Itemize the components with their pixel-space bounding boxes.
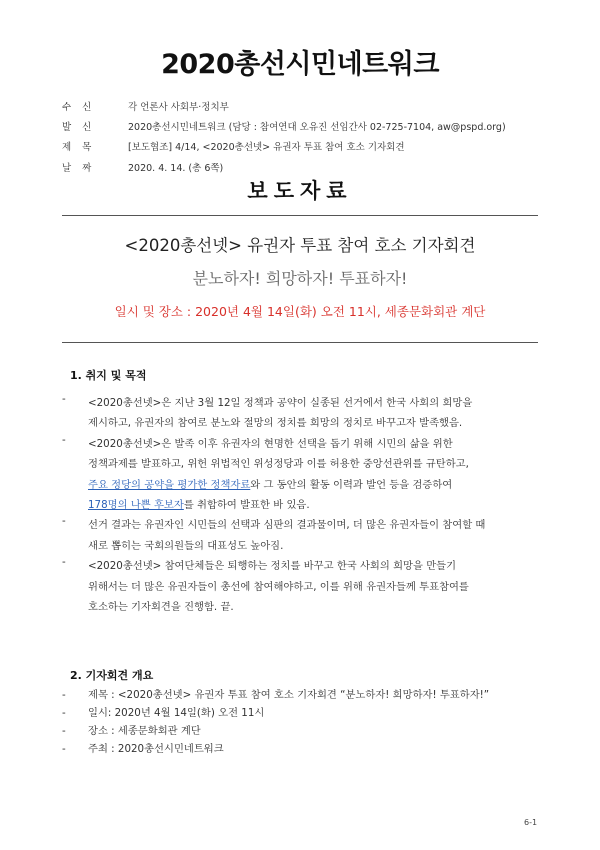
text-line: 선거 결과는 유권자인 시민들의 선택과 심판의 결과물이며, 더 많은 유권자들이 참여할 때 bbox=[88, 519, 486, 532]
page-number: 6-1 bbox=[524, 818, 538, 827]
section-2-list bbox=[62, 686, 542, 758]
bullet-dash: - bbox=[62, 393, 66, 405]
meta-value: 각 언론사 사회부·정치부 bbox=[128, 102, 229, 114]
meta-label: 제목 bbox=[62, 142, 103, 154]
bullet-dash: - bbox=[62, 743, 66, 755]
text-fragment: 와 그 동안의 활동 이력과 발언 등을 검증하여 bbox=[250, 478, 453, 491]
overview-datetime: 일시: 2020년 4월 14일(화) 오전 11시 bbox=[88, 707, 265, 719]
list-item bbox=[62, 393, 542, 434]
section-1-title: 1. 취지 및 목적 bbox=[70, 369, 147, 382]
slogan: 분노하자! 희망하자! 투표하자! bbox=[192, 269, 408, 288]
text-line: 새로 뽑히는 국회의원들의 대표성도 높아짐. bbox=[88, 539, 284, 552]
list-item bbox=[62, 434, 542, 516]
press-release-title: 보도자료 bbox=[247, 179, 353, 203]
event-info: 일시 및 장소 : 2020년 4월 14일(화) 오전 11시, 세종문화회관 계단 bbox=[114, 304, 486, 319]
text-line: 위해서는 더 많은 유권자들이 총선에 참여해야하고, 이를 위해 유권자들께 투표참여를 bbox=[88, 580, 469, 593]
section-2-title: 2. 기자회견 개요 bbox=[70, 669, 154, 682]
bullet-dash: - bbox=[62, 689, 66, 701]
list-item bbox=[62, 740, 542, 758]
list-item bbox=[62, 686, 542, 704]
bullet-dash: - bbox=[62, 707, 66, 719]
bullet-dash: - bbox=[62, 556, 66, 569]
policy-material-link[interactable]: 주요 정당의 공약을 평가한 정책자료 bbox=[88, 478, 251, 491]
meta-value: [보도협조] 4/14, <2020총선넷> 유권자 투표 참여 호소 기자회견 bbox=[128, 142, 405, 154]
organization-title: 2020총선시민네트워크 bbox=[161, 49, 439, 80]
meta-row-sender bbox=[62, 116, 542, 136]
list-item bbox=[62, 704, 542, 722]
meta-label: 날짜 bbox=[62, 162, 103, 174]
meta-row-recipient bbox=[62, 96, 542, 116]
text-line: 호소하는 기자회견을 진행함. 끝. bbox=[88, 601, 234, 614]
list-item bbox=[62, 515, 542, 556]
list-item bbox=[62, 556, 542, 617]
divider bbox=[62, 215, 538, 216]
meta-row-subject bbox=[62, 136, 542, 156]
text-line: 제시하고, 유권자의 참여로 분노와 절망의 정치를 희망의 정치로 바꾸고자 발족했음. bbox=[88, 417, 463, 430]
meta-row-date bbox=[62, 157, 542, 177]
overview-host: 주최 : 2020총선시민네트워크 bbox=[88, 743, 224, 755]
meta-label: 발신 bbox=[62, 122, 103, 134]
bullet-dash: - bbox=[62, 433, 66, 446]
overview-location: 장소 : 세종문화회관 계단 bbox=[88, 725, 201, 737]
bullet-dash: - bbox=[62, 725, 66, 737]
headline: <2020총선넷> 유권자 투표 참여 호소 기자회견 bbox=[124, 236, 476, 255]
memo-header bbox=[62, 96, 542, 177]
text-line: <2020총선넷> 참여단체들은 퇴행하는 정치를 바꾸고 한국 사회의 희망을 만들기 bbox=[88, 560, 457, 573]
meta-value: 2020총선시민네트워크 (담당 : 참여연대 오유진 선임간사 02-725-7104, aw@pspd.org) bbox=[128, 122, 506, 134]
divider bbox=[62, 342, 538, 343]
bad-candidates-link[interactable]: 178명의 나쁜 후보자 bbox=[88, 499, 184, 512]
meta-value: 2020. 4. 14. (총 6쪽) bbox=[128, 162, 224, 174]
text-line: <2020총선넷>은 발족 이후 유권자의 현명한 선택을 돕기 위해 시민의 삶을 위한 bbox=[88, 437, 453, 450]
text-line: 정책과제를 발표하고, 위헌 위법적인 위성정당과 이를 허용한 중앙선관위를 규탄하고, bbox=[88, 458, 469, 471]
text-line: <2020총선넷>은 지난 3월 12일 정책과 공약이 실종된 선거에서 한국 사회의 희망을 bbox=[88, 397, 473, 409]
text-fragment: 를 취합하여 발표한 바 있음. bbox=[183, 499, 310, 512]
section-1-list bbox=[62, 393, 542, 617]
meta-label: 수신 bbox=[62, 102, 103, 114]
overview-title: 제목 : <2020총선넷> 유권자 투표 참여 호소 기자회견 “분노하자! 희망하자! 투표하자!” bbox=[88, 689, 490, 701]
bullet-dash: - bbox=[62, 515, 66, 528]
list-item bbox=[62, 722, 542, 740]
